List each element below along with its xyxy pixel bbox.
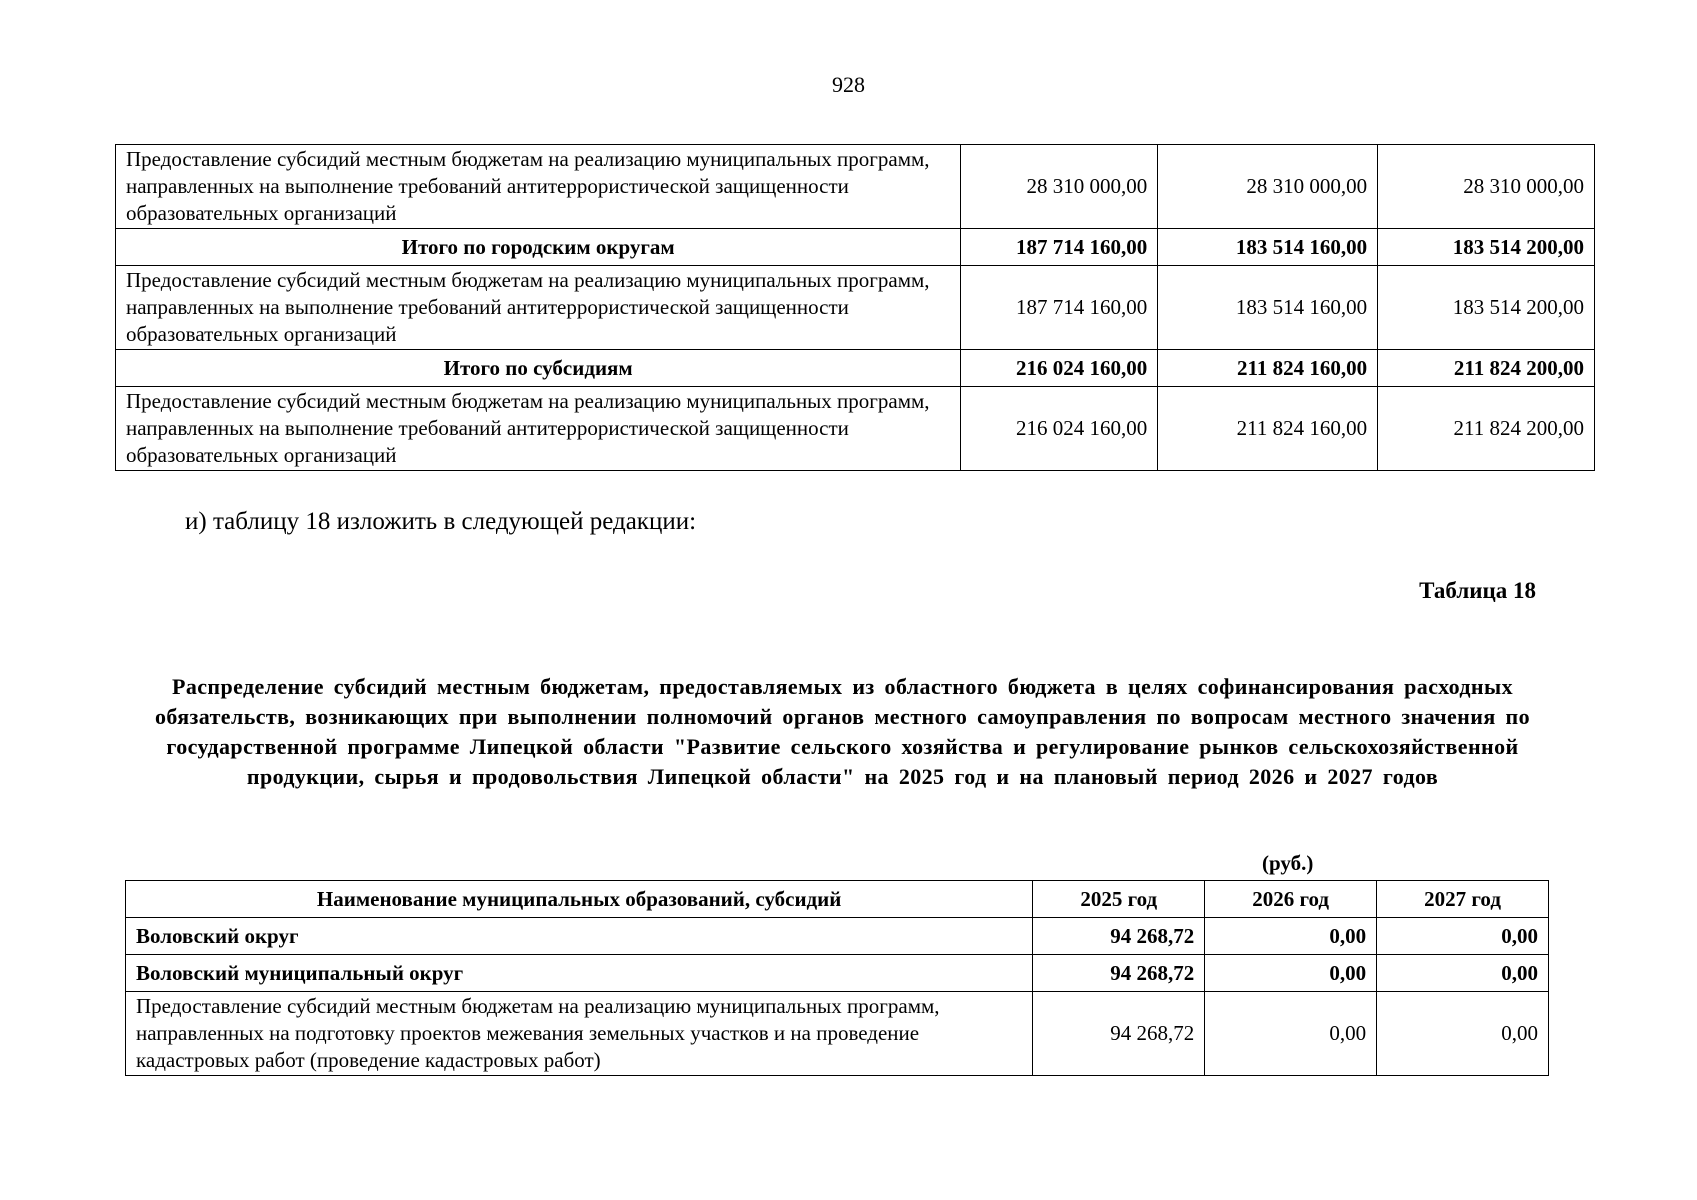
- table-label: Таблица 18: [1419, 578, 1536, 603]
- total-row: [116, 229, 1595, 266]
- table-row: [116, 145, 1595, 229]
- value-2027: 183 514 200,00: [1378, 229, 1595, 266]
- value-2026: 0,00: [1205, 992, 1377, 1076]
- previous-table: [115, 144, 1595, 471]
- table-row: [116, 266, 1595, 350]
- table-heading: Распределение субсидий местным бюджетам, предоставляемых из областного бюджета в целях софинансирования расходных обязательств, возникающих при выполнении полномочий органов местного самоуправления по вопросам местного значения по государственной программе Липецкой области "Развитие сельского хозяйства и регулирование рынков сельскохозяйственной продукции, сырья и продовольствия Липецкой области" на 2025 год и на плановый период 2026 и 2027 годов: [154, 674, 1531, 789]
- table-row: [126, 918, 1549, 955]
- value-2026: 0,00: [1205, 955, 1377, 992]
- value-2025: 216 024 160,00: [961, 350, 1158, 387]
- row-name: Итого по городским округам: [116, 229, 961, 266]
- value-2025: 28 310 000,00: [961, 145, 1158, 229]
- value-2025: 94 268,72: [1033, 955, 1205, 992]
- header-2026: 2026 год: [1205, 881, 1377, 918]
- value-2027: 0,00: [1377, 955, 1549, 992]
- value-2026: 0,00: [1205, 918, 1377, 955]
- value-2025: 187 714 160,00: [961, 229, 1158, 266]
- table-18: [125, 880, 1549, 1076]
- value-2027: 211 824 200,00: [1378, 387, 1595, 471]
- value-2026: 211 824 160,00: [1158, 350, 1378, 387]
- header-row: [126, 881, 1549, 918]
- value-2027: 28 310 000,00: [1378, 145, 1595, 229]
- row-name: Воловский муниципальный округ: [126, 955, 1033, 992]
- unit-label: (руб.): [1262, 851, 1314, 875]
- row-name: Воловский округ: [126, 918, 1033, 955]
- instruction-text: и) таблицу 18 изложить в следующей редакции:: [185, 508, 697, 535]
- value-2027: 183 514 200,00: [1378, 266, 1595, 350]
- value-2026: 211 824 160,00: [1158, 387, 1378, 471]
- row-name: Предоставление субсидий местным бюджетам на реализацию муниципальных программ, направленных на выполнение требований антитеррористической защищенности образовательных организаций: [116, 145, 961, 229]
- row-name: Предоставление субсидий местным бюджетам на реализацию муниципальных программ, направленных на выполнение требований антитеррористической защищенности образовательных организаций: [116, 387, 961, 471]
- header-2025: 2025 год: [1033, 881, 1205, 918]
- value-2026: 28 310 000,00: [1158, 145, 1378, 229]
- value-2026: 183 514 160,00: [1158, 229, 1378, 266]
- row-name: Итого по субсидиям: [116, 350, 961, 387]
- table-row: [116, 387, 1595, 471]
- value-2025: 94 268,72: [1033, 992, 1205, 1076]
- value-2025: 187 714 160,00: [961, 266, 1158, 350]
- value-2025: 216 024 160,00: [961, 387, 1158, 471]
- page-number: 928: [832, 72, 865, 97]
- row-name: Предоставление субсидий местным бюджетам на реализацию муниципальных программ, направленных на выполнение требований антитеррористической защищенности образовательных организаций: [116, 266, 961, 350]
- value-2026: 183 514 160,00: [1158, 266, 1378, 350]
- row-name: Предоставление субсидий местным бюджетам на реализацию муниципальных программ, направленных на подготовку проектов межевания земельных участков и на проведение кадастровых работ (проведение кадастровых работ): [126, 992, 1033, 1076]
- header-name: Наименование муниципальных образований, субсидий: [126, 881, 1033, 918]
- header-2027: 2027 год: [1377, 881, 1549, 918]
- value-2027: 0,00: [1377, 918, 1549, 955]
- value-2027: 211 824 200,00: [1378, 350, 1595, 387]
- total-row: [116, 350, 1595, 387]
- value-2027: 0,00: [1377, 992, 1549, 1076]
- value-2025: 94 268,72: [1033, 918, 1205, 955]
- table-row: [126, 955, 1549, 992]
- table-row: [126, 992, 1549, 1076]
